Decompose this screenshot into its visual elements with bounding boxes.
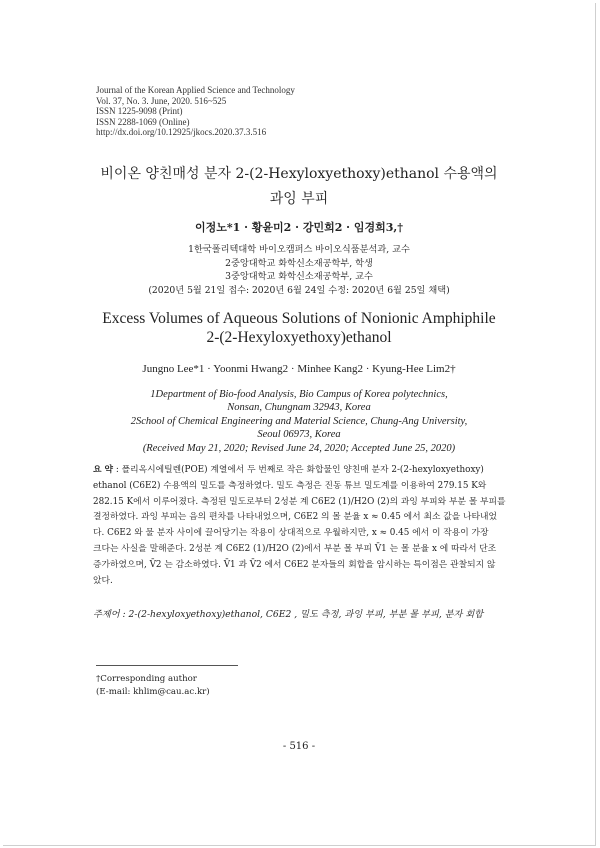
- paper-page: [3, 3, 596, 846]
- journal-info: [96, 85, 295, 138]
- authors-english: Jungno Lee*1 · Yoonmi Hwang2 · Minhee Kang2 · Kyung-Hee Lim2†: [142, 363, 456, 375]
- abstract: [93, 463, 513, 589]
- affiliation-en-2-address: Seoul 06973, Korea: [257, 429, 341, 441]
- abstract-line-2: ethanol (C6E2) 수용액의 밀도를 측정하였다. 밀도 측정은 진동 튜브 밀도계를 이용하여 279.15 K와: [93, 480, 487, 491]
- footnote-divider: [96, 665, 238, 666]
- abstract-line-5: 다. C6E2 와 물 분자 사이에 끌어당기는 작용이 상대적으로 우월하지만, x ≈ 0.45 에서 이 작용이 가장: [93, 528, 489, 539]
- page-number: - 516 -: [282, 741, 316, 752]
- title-english-line1: Excess Volumes of Aqueous Solutions of Nonionic Amphiphile: [102, 310, 496, 327]
- affiliation-ko-3: 3중앙대학교 화학신소재공학부, 교수: [225, 271, 373, 283]
- abstract-line-3: 282.15 K에서 이루어졌다. 측정된 밀도로부터 2성분 계 C6E2 (1)/H2O (2)의 과잉 부피와 부분 몰 부피를: [93, 496, 506, 507]
- affiliations-korean: [3, 243, 595, 297]
- journal-issn-print: ISSN 1225-9098 (Print): [96, 106, 183, 117]
- footnote: [96, 673, 210, 699]
- abstract-label: 요 약: [93, 465, 114, 475]
- title-korean: [3, 162, 595, 212]
- title-english-line2: 2-(2-Hexyloxyethoxy)ethanol: [206, 329, 392, 346]
- journal-name: Journal of the Korean Applied Science and Technology: [96, 85, 295, 95]
- journal-doi: http://dx.doi.org/10.12925/jkocs.2020.37.3.516: [96, 127, 267, 138]
- abstract-text-1: : 폴리옥시에틸렌(POE) 계열에서 두 번째로 작은 화합물인 양친매 분자 2-(2-hexyloxyethoxy): [115, 465, 484, 475]
- abstract-line-1: [93, 463, 513, 479]
- affiliation-en-2: 2School of Chemical Engineering and Material Science, Chung-Ang University,: [130, 415, 468, 427]
- abstract-line-7: 증가하였으며, V̄2 는 감소하였다. V̄1 과 V̄2 에서 C6E2 분자들의 회합을 암시하는 특이점은 관찰되지 않: [93, 559, 496, 570]
- title-korean-line1: 비이온 양친매성 분자 2-(2-Hexyloxyethoxy)ethanol 수용액의: [100, 166, 498, 182]
- journal-issn-online: ISSN 2288-1069 (Online): [96, 116, 190, 127]
- title-english: [3, 309, 595, 347]
- corresponding-author: †Corresponding author: [96, 674, 197, 684]
- keywords: 주제어 : 2-(2-hexyloxyethoxy)ethanol, C6E2 , 밀도 측정, 과잉 부피, 부분 몰 부피, 분자 회합: [93, 609, 484, 620]
- abstract-line-8: 았다.: [93, 575, 113, 586]
- affiliations-english: [3, 388, 595, 455]
- affiliation-en-1: 1Department of Bio-food Analysis, Bio Campus of Korea polytechnics,: [150, 389, 448, 400]
- journal-volume: Vol. 37, No. 3. June, 2020. 516~525: [96, 95, 227, 106]
- corresponding-email: (E-mail: khlim@cau.ac.kr): [96, 687, 210, 697]
- abstract-line-6: 크다는 사실을 말해준다. 2성분 계 C6E2 (1)/H2O (2)에서 부분 몰 부피 V̄1 는 몰 분율 x 에 따라서 단조: [93, 543, 497, 554]
- affiliation-en-1-address: Nonsan, Chungnam 32943, Korea: [227, 402, 371, 414]
- authors-korean: 이정노*1 · 황윤미2 · 강민희2 · 임경희3,†: [195, 221, 403, 234]
- abstract-line-4: 결정하였다. 과잉 부피는 음의 편차를 나타내었으며, C6E2 의 몰 분율 x ≈ 0.45 에서 최소 값을 나타내었: [93, 512, 498, 523]
- affiliation-ko-2: 2중앙대학교 화학신소재공학부, 학생: [225, 257, 373, 269]
- affiliation-ko-1: 1한국폴리텍대학 바이오캠퍼스 바이오식품분석과, 교수: [188, 244, 410, 255]
- dates-korean: (2020년 5월 21일 접수: 2020년 6월 24일 수정: 2020년 6월 25일 채택): [148, 284, 450, 296]
- dates-english: (Received May 21, 2020; Revised June 24, 2020; Accepted June 25, 2020): [142, 442, 456, 454]
- title-korean-line2: 과잉 부피: [269, 191, 329, 207]
